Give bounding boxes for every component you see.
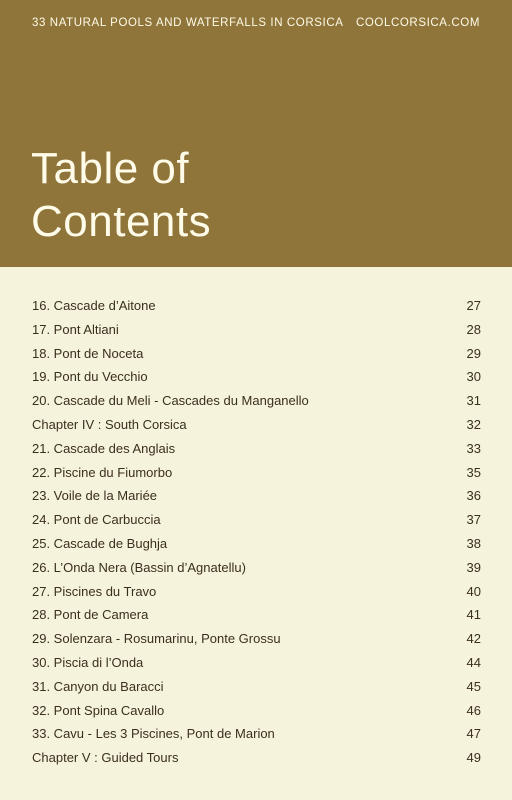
toc-entry-label: Chapter V : Guided Tours xyxy=(32,750,179,766)
toc-entry[interactable] xyxy=(0,509,512,533)
toc-entry-label: 32. Pont Spina Cavallo xyxy=(32,702,165,718)
toc-entry-page-number: 35 xyxy=(466,464,481,480)
toc-entry-page-number: 31 xyxy=(466,393,481,409)
toc-entry-page-number: 44 xyxy=(466,654,481,670)
toc-entry[interactable] xyxy=(0,438,512,462)
toc-entry-label: 21. Cascade des Anglais xyxy=(32,440,176,456)
toc-entry[interactable] xyxy=(0,581,512,605)
toc-entry[interactable] xyxy=(0,343,512,367)
toc-entry-label: Chapter IV : South Corsica xyxy=(32,416,187,432)
toc-entry-label: 30. Piscia di l’Onda xyxy=(32,654,144,670)
toc-entry-page-number: 38 xyxy=(466,535,481,551)
toc-entry[interactable] xyxy=(0,723,512,747)
toc-entry-label: 27. Piscines du Travo xyxy=(32,583,157,599)
toc-entry-label: 26. L’Onda Nera (Bassin d’Agnatellu) xyxy=(32,559,246,575)
toc-entry-page-number: 29 xyxy=(466,345,481,361)
toc-entry[interactable] xyxy=(0,366,512,390)
toc-entry-label: 25. Cascade de Bughja xyxy=(32,535,168,551)
toc-entry-label: 29. Solenzara - Rosumarinu, Ponte Grossu xyxy=(32,631,281,647)
book-title: 33 NATURAL POOLS AND WATERFALLS IN CORSICA xyxy=(32,17,344,29)
toc-entry-label: 24. Pont de Carbuccia xyxy=(32,512,161,528)
toc-entry-page-number: 46 xyxy=(466,702,481,718)
toc-entry[interactable] xyxy=(0,676,512,700)
toc-entry-label: 22. Piscine du Fiumorbo xyxy=(32,464,173,480)
toc-entry-page-number: 49 xyxy=(466,750,481,766)
toc-entry-label: 28. Pont de Camera xyxy=(32,607,149,623)
page-title-line-2: Contents xyxy=(31,197,212,246)
toc-entry-page-number: 39 xyxy=(466,559,481,575)
toc-entry[interactable] xyxy=(0,485,512,509)
header-banner xyxy=(0,0,512,267)
toc-entry-label: 23. Voile de la Mariée xyxy=(32,488,158,504)
toc-entry-label: 18. Pont de Noceta xyxy=(32,345,144,361)
toc-entry-page-number: 32 xyxy=(466,416,481,432)
toc-entry[interactable] xyxy=(0,557,512,581)
website-link[interactable]: COOLCORSICA.COM xyxy=(355,17,480,29)
toc-entry-label: 17. Pont Altiani xyxy=(32,321,119,337)
toc-entry[interactable] xyxy=(0,652,512,676)
toc-entry[interactable] xyxy=(0,390,512,414)
toc-entry-label: 16. Cascade d’Aitone xyxy=(32,298,156,313)
toc-entry-label: 20. Cascade du Meli - Cascades du Manganello xyxy=(32,393,309,409)
toc-entry[interactable] xyxy=(0,604,512,628)
toc-entry[interactable] xyxy=(0,533,512,557)
toc-entry[interactable] xyxy=(0,414,512,438)
toc-entry-label: 33. Cavu - Les 3 Piscines, Pont de Marion xyxy=(32,726,275,742)
table-of-contents-list xyxy=(0,295,512,771)
toc-entry-page-number: 27 xyxy=(466,298,481,313)
toc-entry-page-number: 40 xyxy=(466,583,481,599)
toc-entry-page-number: 42 xyxy=(466,631,481,647)
toc-entry-label: 31. Canyon du Baracci xyxy=(32,678,164,694)
toc-entry-page-number: 28 xyxy=(466,321,481,337)
toc-entry[interactable] xyxy=(0,319,512,343)
page-title-line-1: Table of xyxy=(31,144,190,193)
page-title xyxy=(31,142,331,248)
toc-entry[interactable] xyxy=(0,700,512,724)
toc-entry-page-number: 36 xyxy=(466,488,481,504)
toc-entry-page-number: 37 xyxy=(466,512,481,528)
toc-entry-page-number: 47 xyxy=(466,726,481,742)
toc-entry[interactable] xyxy=(0,628,512,652)
toc-entry-page-number: 45 xyxy=(466,678,481,694)
toc-entry-page-number: 30 xyxy=(466,369,481,385)
toc-entry-page-number: 41 xyxy=(466,607,481,623)
toc-entry[interactable] xyxy=(0,747,512,771)
toc-entry-page-number: 33 xyxy=(466,440,481,456)
toc-entry[interactable] xyxy=(0,462,512,486)
toc-entry[interactable] xyxy=(0,295,512,319)
toc-entry-label: 19. Pont du Vecchio xyxy=(32,369,148,385)
